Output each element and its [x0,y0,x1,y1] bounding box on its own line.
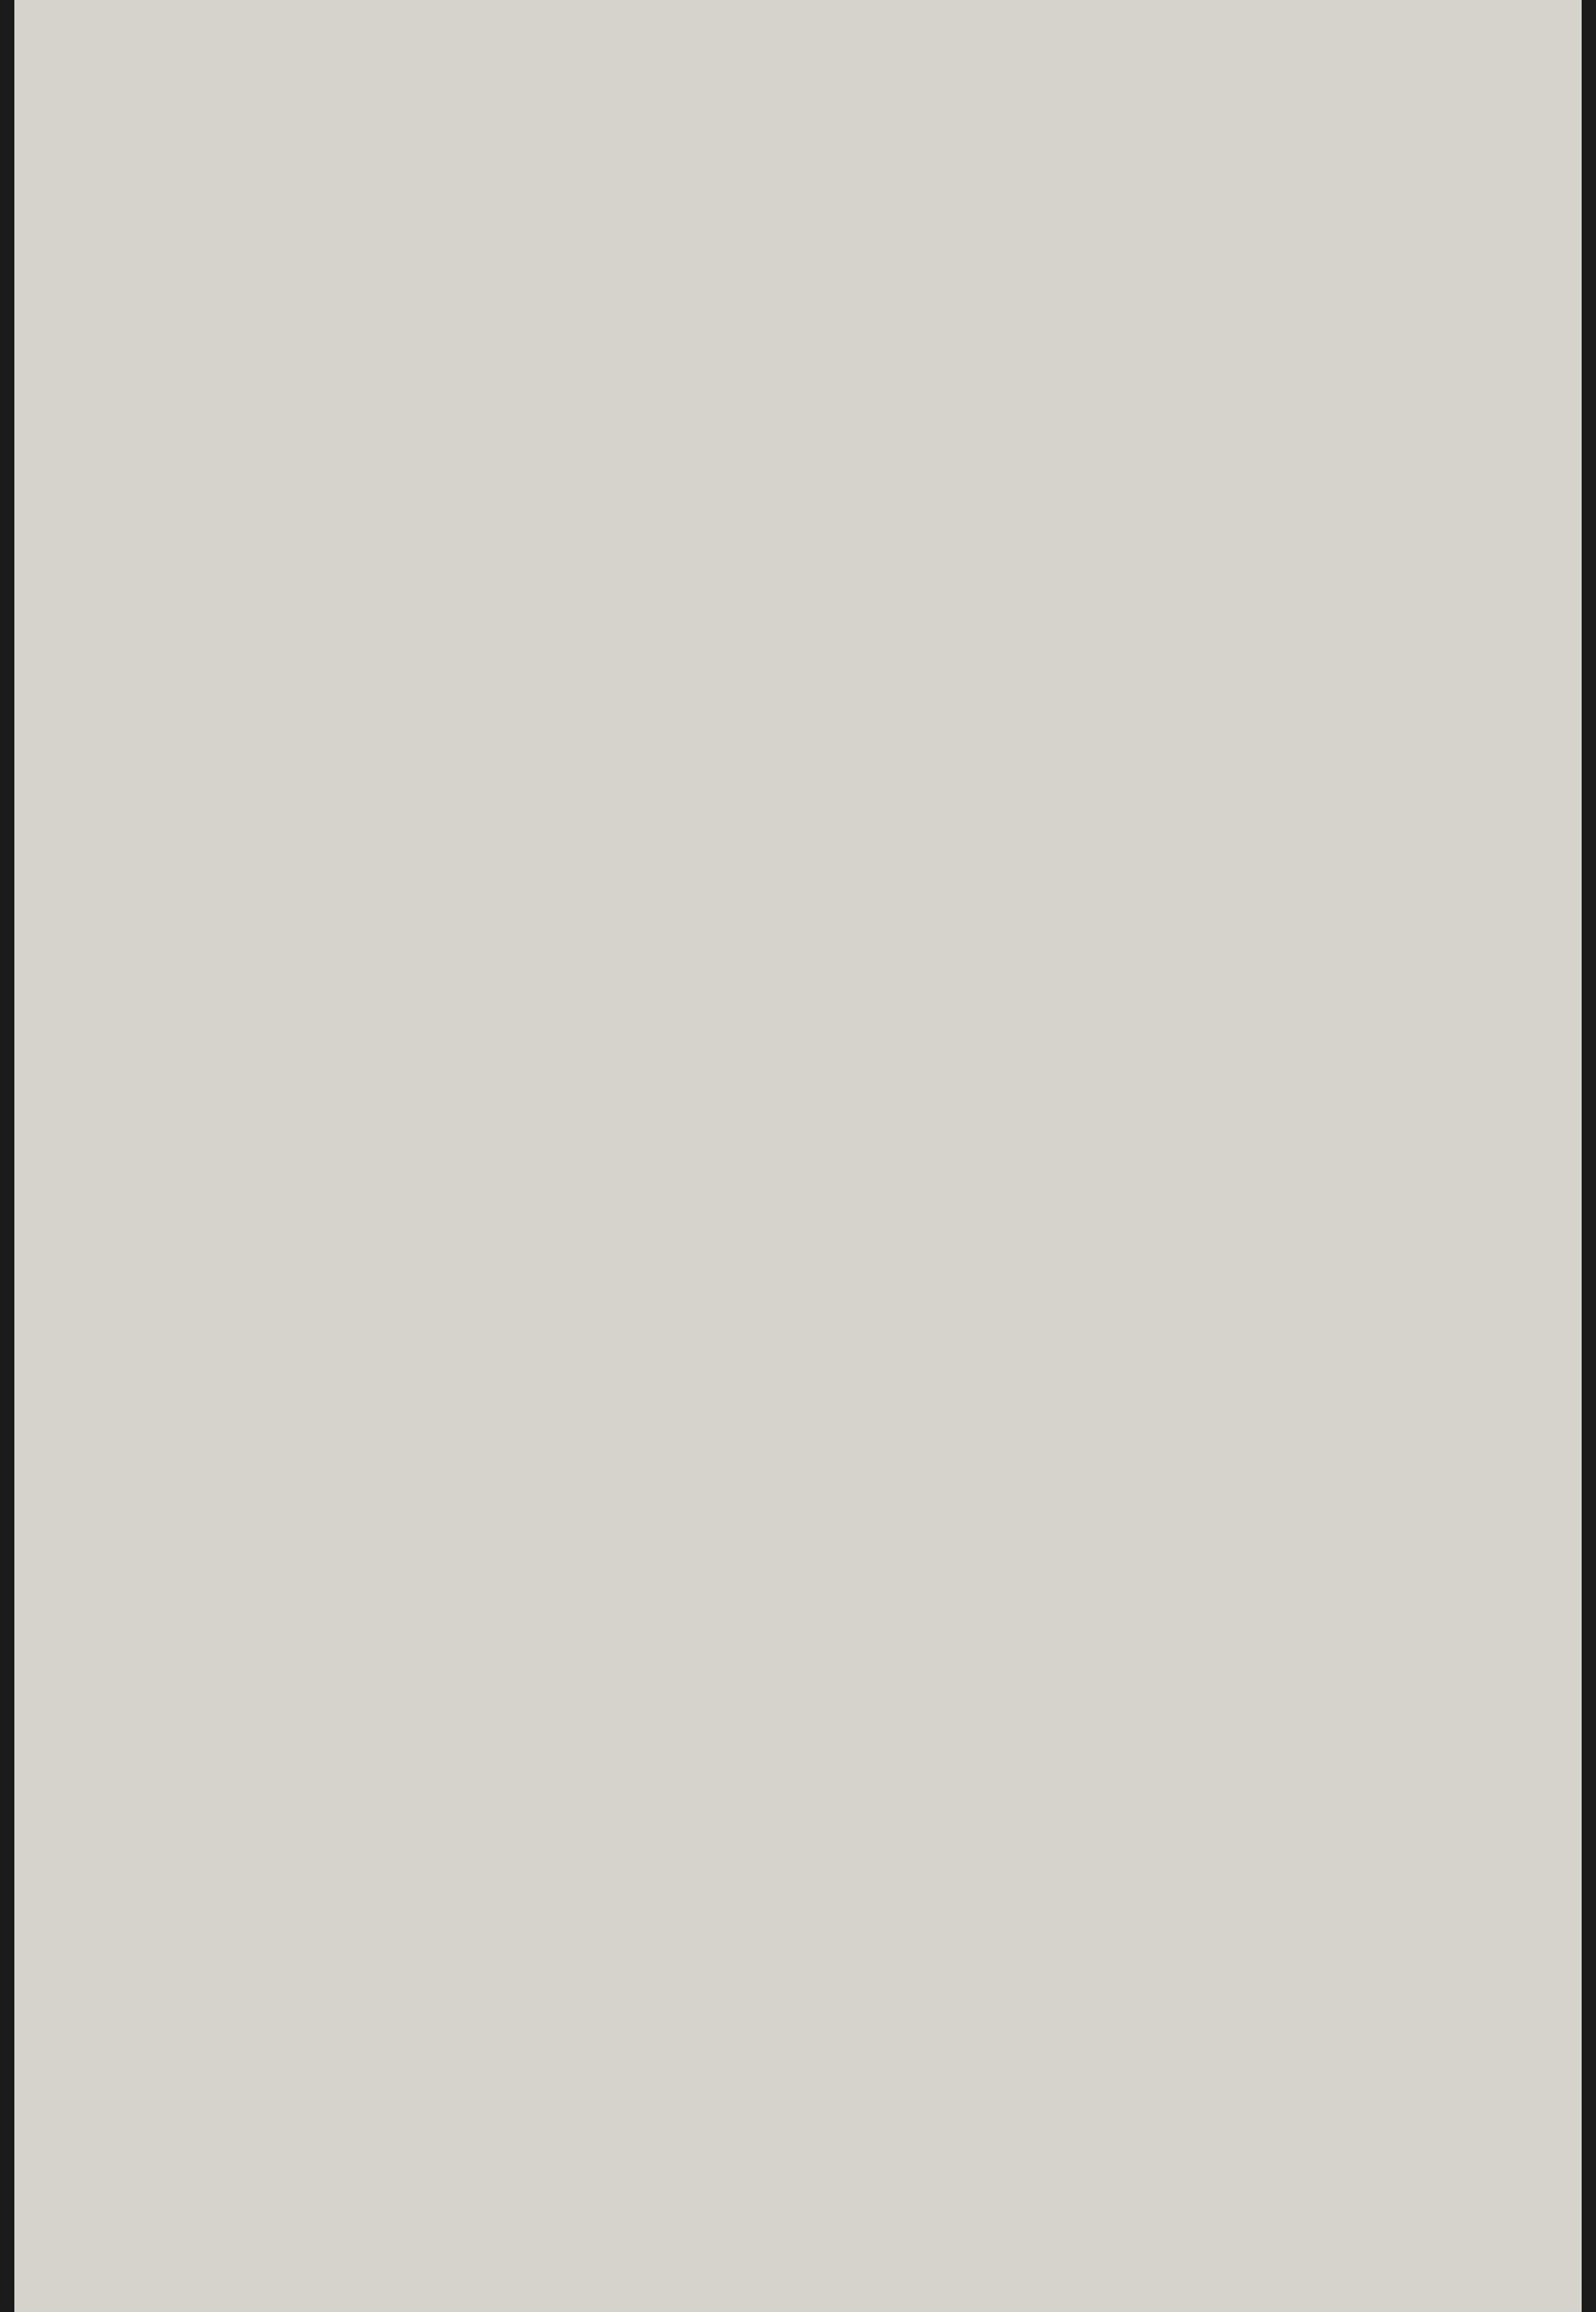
scan-edge-right [1582,0,1596,2312]
column-middle [531,89,1013,2280]
column-left [44,89,523,2280]
scan-edge-left [0,0,14,2312]
column-right [1013,89,1524,2280]
page-header [0,32,1596,88]
